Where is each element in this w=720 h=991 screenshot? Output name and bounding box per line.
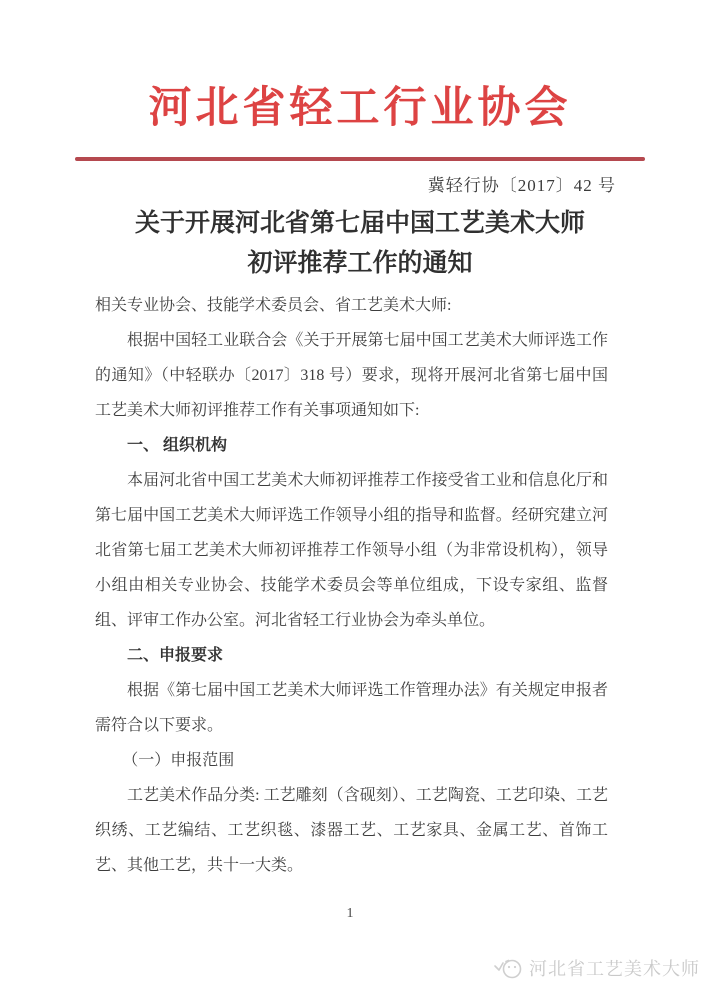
footer-watermark	[493, 955, 700, 981]
subsection-2-1-paragraph: 工艺美术作品分类: 工艺雕刻（含砚刻）、工艺陶瓷、工艺印染、工艺织绣、工艺编结、工艺织毯、漆器工艺、工艺家具、金属工艺、首饰工艺、其他工艺，共十一大类。	[95, 787, 608, 874]
document-body	[95, 288, 608, 883]
document-title	[0, 204, 720, 284]
document-title-line2: 初评推荐工作的通知	[247, 250, 473, 277]
subsection-heading-2-1: （一）申报范围	[122, 752, 235, 769]
section-1-paragraph: 本届河北省中国工艺美术大师初评推荐工作接受省工业和信息化厅和第七届中国工艺美术大师评选工作领导小组的指导和监督。经研究建立河北省第七届工艺美术大师初评推荐工作领导小组（为非常设机构），领导小组由相关专业协会、技能学术委员会等单位组成，下设专家组、监督组、评审工作办公室。河北省轻工行业协会为牵头单位。	[95, 472, 608, 629]
salutation-line: 相关专业协会、技能学术委员会、省工艺美术大师:	[95, 297, 452, 314]
page-number: 1	[346, 906, 354, 921]
footer-watermark-text: 河北省工艺美术大师	[529, 959, 700, 979]
mascot-logo-icon	[493, 956, 523, 980]
org-letterhead-title: 河北省轻工行业协会	[148, 85, 572, 132]
document-title-line1: 关于开展河北省第七届中国工艺美术大师	[134, 210, 585, 237]
section-2-paragraph: 根据《第七届中国工艺美术大师评选工作管理办法》有关规定申报者需符合以下要求。	[95, 682, 608, 734]
document-number: 冀轻行协〔2017〕42 号	[427, 176, 616, 195]
intro-paragraph: 根据中国轻工业联合会《关于开展第七届中国工艺美术大师评选工作的通知》（中轻联办〔2017〕318 号）要求，现将开展河北省第七届中国工艺美术大师初评推荐工作有关事项通知如下:	[95, 332, 608, 419]
section-heading-1: 一、 组织机构	[127, 437, 228, 454]
section-heading-2: 二、申报要求	[127, 647, 224, 664]
letterhead-divider-rule	[75, 157, 645, 161]
